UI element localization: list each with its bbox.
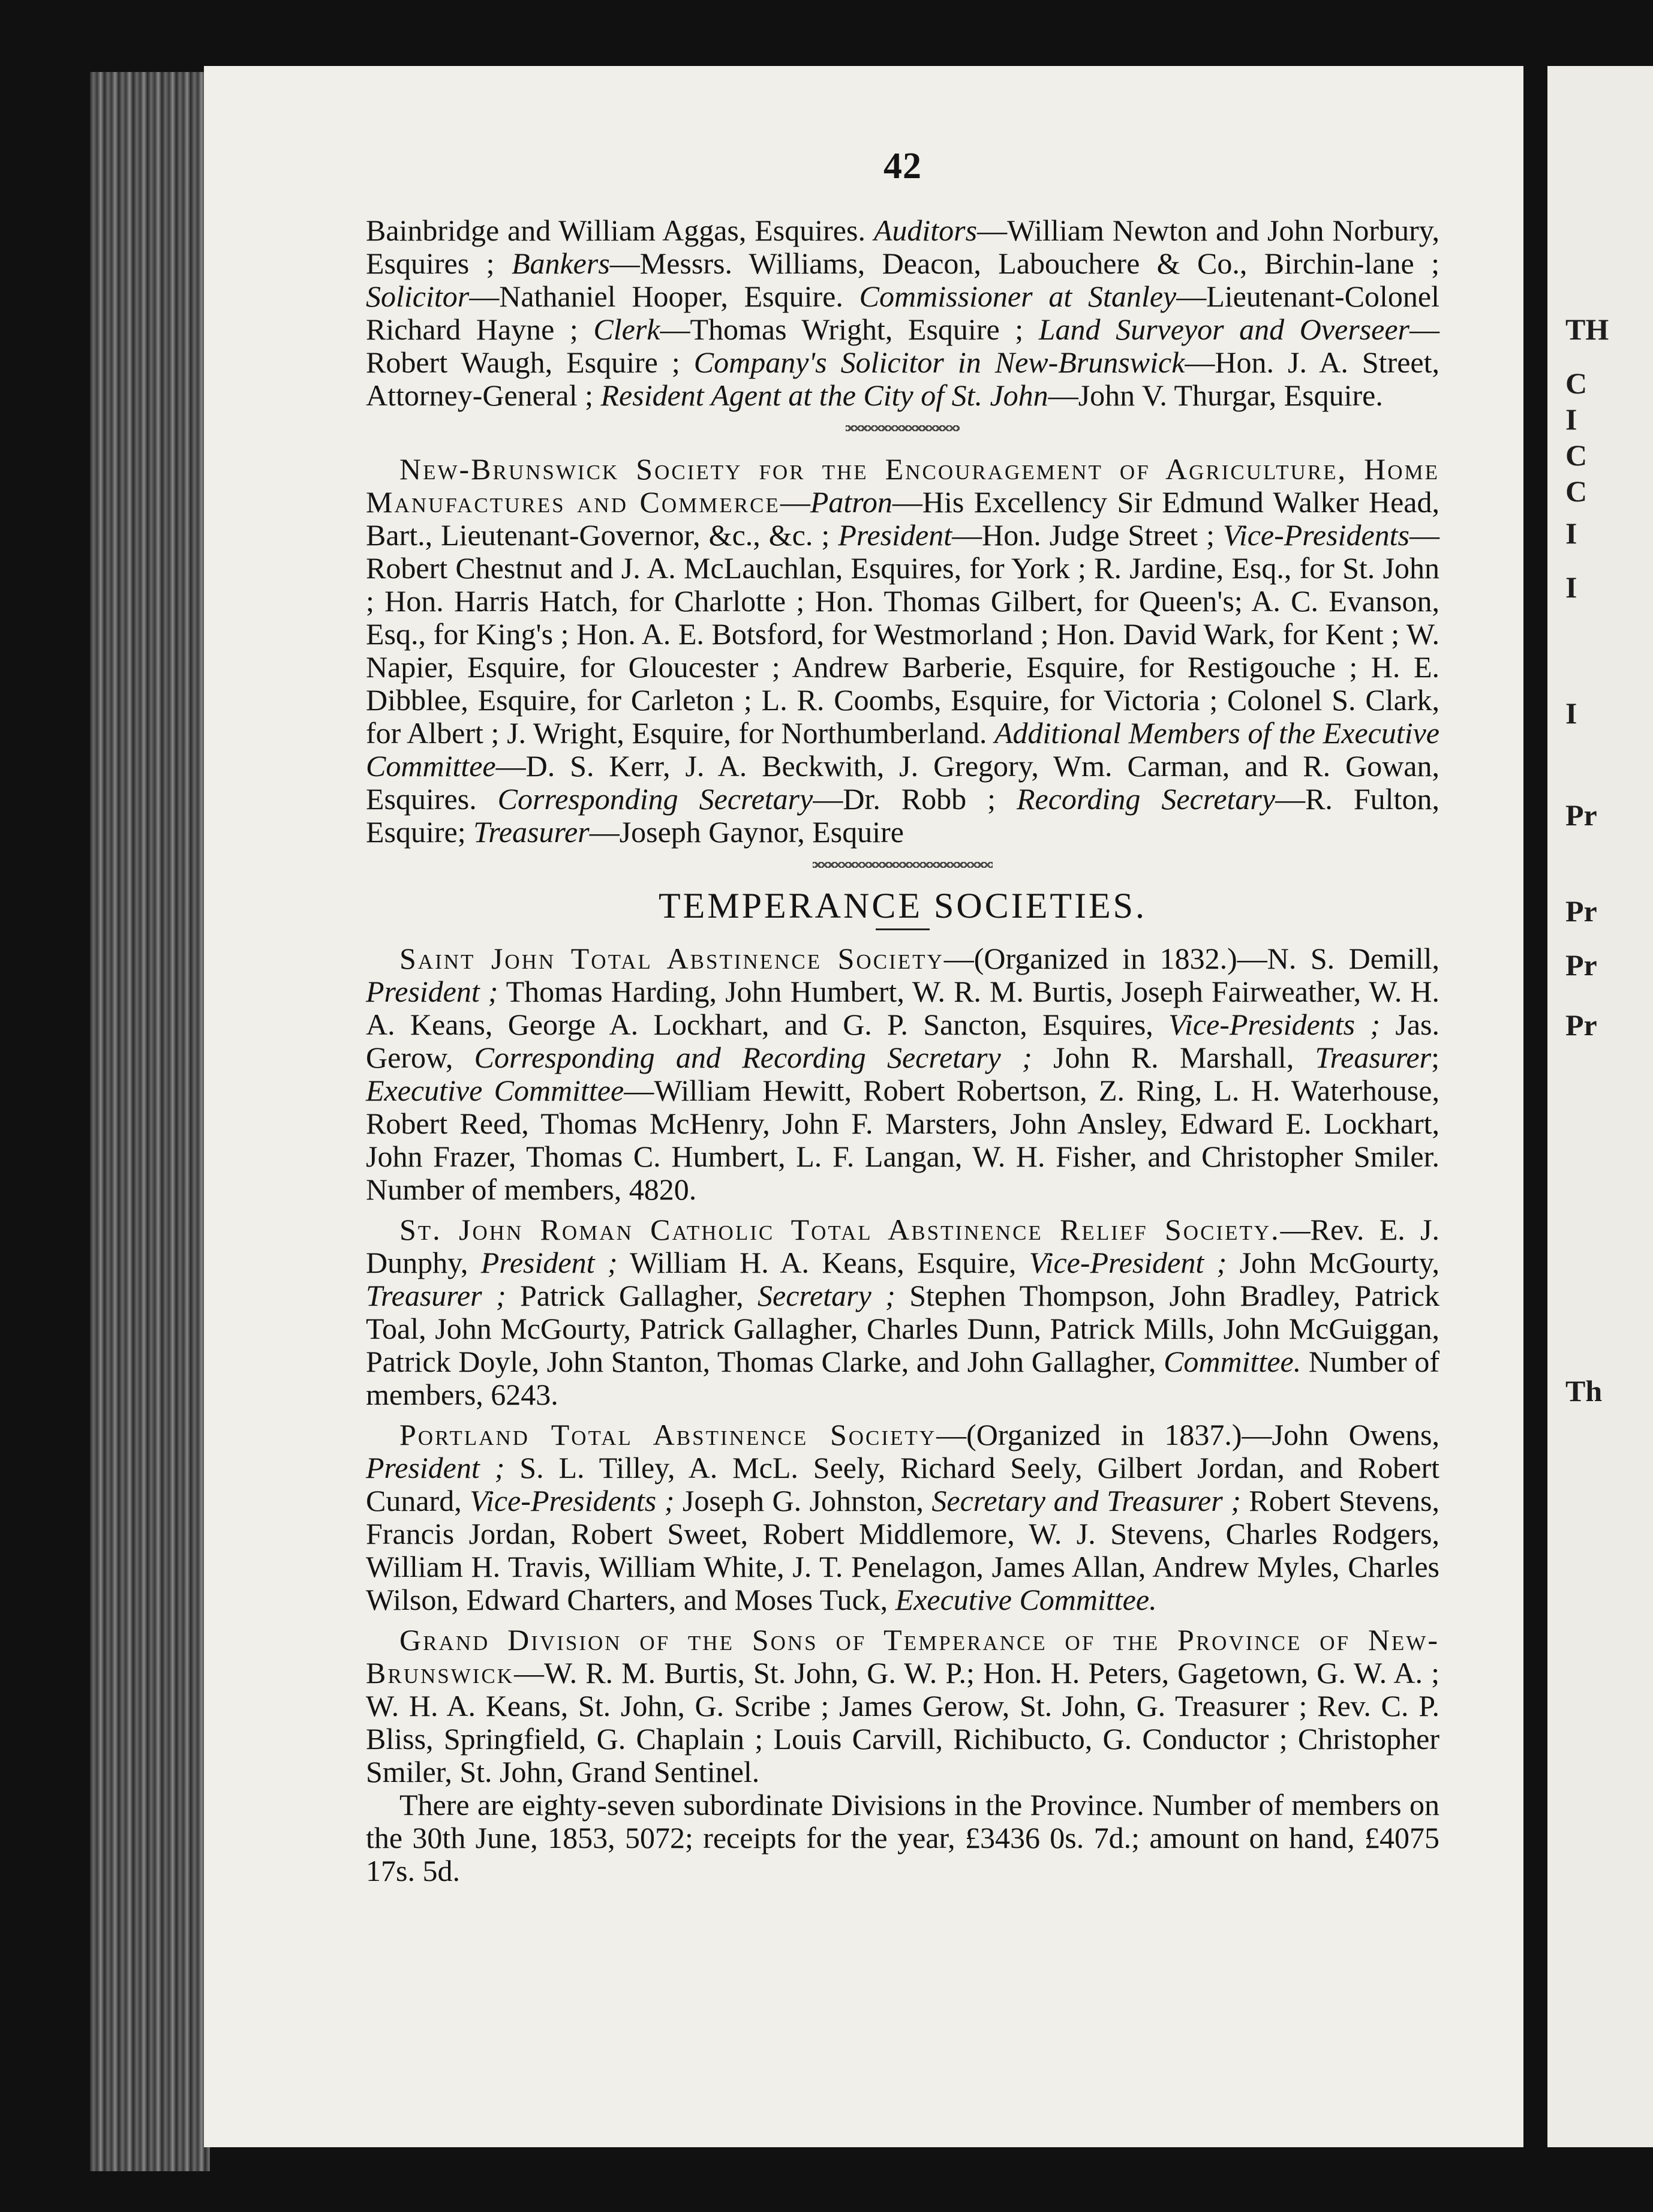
- italic-label: Executive Committee.: [895, 1583, 1157, 1616]
- page-content: [366, 146, 1440, 1888]
- entry-heading: New-Brunswick Society for the Encouragement of Agriculture, Home Manufactures and Commerce: [366, 452, 1439, 519]
- right-page-text: I: [1565, 696, 1577, 730]
- text-run: —Robert Chestnut and J. A. McLauchlan, Esquires, for York ; R. Jardine, Esq., for St. John ; Hon. Harris Hatch, for Charlotte ; Hon. Thomas Gilbert, for Queen's; A. C. Evanson, Esq., for King's ; Hon. A. E. Botsford, for Westmorland ; Hon. David Wark, for Kent ; W. Napier, Esquire, for Gloucester ; Andrew Barberie, Esquire, for Restigouche ; H. E. Dibblee, Esquire, for Carleton ; L. R. Coombs, Esquire, for Victoria ; Colonel S. Clark, for Albert ; J. Wright, Esquire, for Northumberland.: [366, 518, 1439, 750]
- text-run: —D. S. Kerr, J. A. Beckwith, J. Gregory, Wm. Carman, and R. Gowan, Esquires.: [366, 749, 1439, 816]
- decorative-divider: [846, 425, 960, 431]
- text-run: Stephen Thompson, John Bradley, Patrick Toal, John McGourty, Patrick Gallagher, Charles Dunn, Patrick Mills, John McGuiggan, Patrick Doyle, John Stanton, Thomas Clarke, and John Gallagher,: [366, 1279, 1439, 1378]
- right-page-text: C: [1565, 366, 1588, 400]
- italic-label: Additional Members of the Executive Committee: [366, 716, 1439, 783]
- text-run: —William Newton and John Norbury, Esquires ;: [366, 214, 1439, 280]
- section-heading: TEMPERANCE SOCIETIES.: [658, 886, 1147, 925]
- italic-label: Land Surveyor and Overseer: [1038, 312, 1409, 346]
- text-run: —W. R. M. Burtis, St. John, G. W. P.; Hon. H. Peters, Gagetown, G. W. A. ; W. H. A. Keans, St. John, G. Scribe ; James Gerow, St. John, G. Treasurer ; Rev. C. P. Bliss, Springfield, G. Chaplain ; Louis Carvill, Richibucto, G. Conductor ; Christopher Smiler, St. John, Grand Sentinel.: [366, 1656, 1439, 1789]
- right-page-text: Pr: [1565, 948, 1597, 982]
- text-run: —Robert Waugh, Esquire ;: [366, 312, 1439, 379]
- italic-label: Treasurer: [1315, 1041, 1432, 1074]
- text-run: Patrick Gallagher,: [506, 1279, 758, 1312]
- right-page-text: Th: [1565, 1374, 1603, 1408]
- text-run: Number of members, 6243.: [366, 1345, 1439, 1411]
- italic-label: Recording Secretary: [1016, 782, 1276, 816]
- text-run: —William Hewitt, Robert Robertson, Z. Ring, L. H. Waterhouse, Robert Reed, Thomas McHenry, John F. Marsters, John Ansley, Edward E. Lockhart, John Frazer, Thomas C. Humbert, L. F. Langan, W. H. Fisher, and Christopher Smiler. Number of members, 4820.: [366, 1074, 1439, 1206]
- italic-label: President ;: [366, 975, 498, 1008]
- right-page-text: C: [1565, 438, 1588, 472]
- text-run: John McGourty,: [1227, 1246, 1439, 1279]
- decorative-divider: [813, 862, 993, 868]
- italic-label: Treasurer ;: [366, 1279, 506, 1312]
- roman-catholic-society-entry: [366, 1213, 1439, 1411]
- text-run: —His Excellency Sir Edmund Walker Head, Bart., Lieutenant-Governor, &c., &c. ;: [366, 485, 1440, 552]
- entry-heading: Saint John Total Abstinence Society: [399, 942, 944, 975]
- italic-label: Committee.: [1164, 1345, 1302, 1378]
- text-run: —Messrs. Williams, Deacon, Labouchere & Co., Birchin-lane ;: [609, 247, 1439, 280]
- text-run: —(Organized in 1832.)—N. S. Demill,: [943, 942, 1439, 975]
- italic-label: Vice-Presidents ;: [1168, 1008, 1381, 1041]
- text-run: —(Organized in 1837.)—John Owens,: [936, 1418, 1439, 1451]
- text-run: ;: [1431, 1041, 1439, 1074]
- italic-label: President ;: [366, 1451, 505, 1484]
- company-officers-entry: [366, 214, 1439, 412]
- text-run: —Nathaniel Hooper, Esquire.: [469, 279, 859, 313]
- italic-label: Company's Solicitor in New-Brunswick: [693, 345, 1185, 379]
- italic-label: Corresponding and Recording Secretary ;: [474, 1041, 1032, 1074]
- text-run: —Rev. E. J. Dunphy,: [366, 1213, 1439, 1279]
- saint-john-society-entry: [366, 942, 1439, 1206]
- page-number: 42: [883, 146, 922, 187]
- text-run: Robert Stevens, Francis Jordan, Robert Sweet, Robert Middlemore, W. J. Stevens, Charles Rodgers, William H. Travis, William White, J. T. Penelagon, James Allan, Andrew Myles, Charles Wilson, Edward Charters, and Moses Tuck,: [366, 1484, 1439, 1616]
- text-run: —Thomas Wright, Esquire ;: [660, 312, 1039, 346]
- book-spine-edge: [90, 72, 210, 2171]
- text-run: Bainbridge and William Aggas, Esquires.: [366, 214, 874, 247]
- italic-label: Corresponding Secretary: [497, 782, 813, 816]
- italic-label: Vice-President ;: [1029, 1246, 1227, 1279]
- entry-heading: Portland Total Abstinence Society: [399, 1418, 937, 1451]
- text-run: —: [780, 485, 810, 519]
- italic-label: Resident Agent at the City of St. John: [600, 378, 1048, 412]
- text-run: John R. Marshall,: [1032, 1041, 1315, 1074]
- italic-label: Bankers: [511, 247, 610, 280]
- italic-label: Patron: [810, 485, 892, 519]
- right-page-text: C: [1565, 474, 1588, 508]
- text-run: —John V. Thurgar, Esquire.: [1048, 378, 1383, 412]
- right-page-text: TH: [1565, 312, 1609, 346]
- italic-label: Auditors: [873, 214, 978, 247]
- italic-label: Vice-Presidents: [1223, 518, 1409, 552]
- right-page-text: I: [1565, 516, 1577, 550]
- heading-rule: [876, 928, 930, 930]
- text-run: —Hon. Judge Street ;: [952, 518, 1223, 552]
- text-run: —Dr. Robb ;: [813, 782, 1017, 816]
- text-run: Jas. Gerow,: [366, 1008, 1440, 1074]
- italic-label: President: [838, 518, 952, 552]
- italic-label: Vice-Presidents ;: [470, 1484, 675, 1517]
- portland-society-entry: [366, 1418, 1439, 1616]
- italic-label: Secretary and Treasurer ;: [931, 1484, 1241, 1517]
- closing-paragraph: There are eighty-seven subordinate Divisions in the Province. Number of members on the 30th June, 1853, 5072; receipts for the year, £3436 0s. 7d.; amount on hand, £4075 17s. 5d.: [366, 1788, 1439, 1888]
- right-page-text: Pr: [1565, 1008, 1597, 1042]
- text-run: Thomas Harding, John Humbert, W. R. M. Burtis, Joseph Fairweather, W. H. A. Keans, George A. Lockhart, and G. P. Sancton, Esquires,: [366, 975, 1440, 1041]
- italic-label: Secretary ;: [758, 1279, 895, 1312]
- text-run: Joseph G. Johnston,: [674, 1484, 932, 1517]
- right-page-text: I: [1565, 402, 1577, 436]
- italic-label: President ;: [480, 1246, 618, 1279]
- right-page-text: I: [1565, 570, 1577, 604]
- agriculture-society-entry: [366, 453, 1439, 849]
- grand-division-entry: [366, 1624, 1439, 1789]
- right-page-text: Pr: [1565, 798, 1597, 832]
- text-run: —R. Fulton, Esquire;: [366, 782, 1439, 849]
- text-run: —Hon. J. A. Street, Attorney-General ;: [366, 345, 1439, 412]
- right-page-text: Pr: [1565, 894, 1597, 928]
- entry-heading: Grand Division of the Sons of Temperance of the Province of New-Brunswick: [366, 1623, 1439, 1690]
- text-run: —Joseph Gaynor, Esquire: [589, 815, 904, 849]
- italic-label: Treasurer: [473, 815, 590, 849]
- italic-label: Executive Committee: [366, 1074, 624, 1107]
- text-run: William H. A. Keans, Esquire,: [617, 1246, 1029, 1279]
- italic-label: Clerk: [593, 312, 660, 346]
- entry-heading: St. John Roman Catholic Total Abstinence Relief Society.: [399, 1213, 1281, 1246]
- text-run: S. L. Tilley, A. McL. Seely, Richard Seely, Gilbert Jordan, and Robert Cunard,: [366, 1451, 1440, 1517]
- text-run: —Lieutenant-Colonel Richard Hayne ;: [366, 279, 1440, 346]
- italic-label: Commissioner at Stanley: [859, 279, 1177, 313]
- adjacent-page-fragment: [1547, 66, 1653, 2147]
- italic-label: Solicitor: [366, 279, 470, 313]
